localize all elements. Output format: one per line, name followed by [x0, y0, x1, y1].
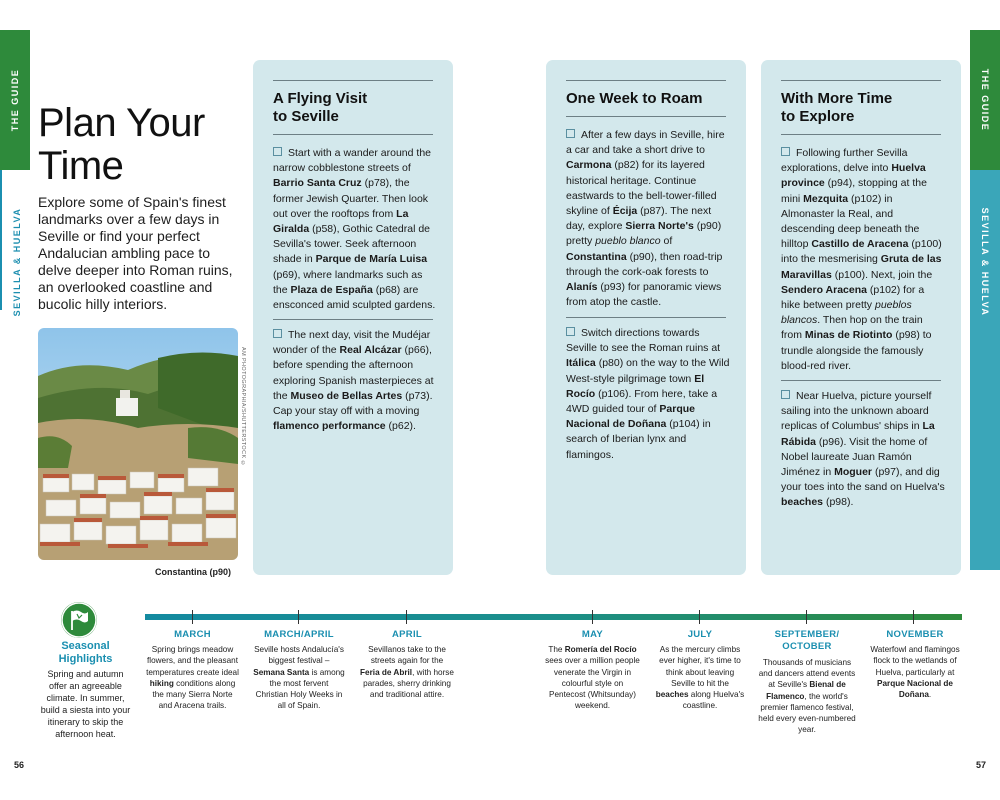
card-title: [566, 90, 726, 108]
constantina-photo: [38, 328, 238, 560]
card-rule: [273, 80, 433, 81]
card-rule: [781, 380, 941, 381]
card-title-line: A Flying Visit: [273, 90, 368, 107]
guide-tab-label: THE GUIDE: [10, 68, 20, 132]
seasonal-title-line: Highlights: [58, 653, 113, 665]
timeline-entry-march: [145, 629, 240, 711]
card-paragraph: Start with a wander around the narrow cobblestone streets of Barrio Santa Cruz (p78), the former Jewish Quarter. Then look out over the rooftops from La Giralda (p58), Gothic Catedral de Sevilla's tower. Seek afternoon shade in Parque de María Luisa (p69), where landmarks such as the Plaza de España (p68) are ensconced amid sculpted gardens.: [273, 147, 436, 312]
card-title: [781, 90, 941, 126]
timeline-entry-may: [545, 629, 640, 711]
timeline-entry-march-april: [253, 629, 345, 711]
card-rule: [566, 80, 726, 81]
timeline-tick: [699, 610, 700, 624]
card-title-line: to Seville: [273, 108, 339, 125]
card-title-line: One Week to Roam: [566, 90, 703, 107]
card-rule: [566, 116, 726, 117]
seasonal-highlights-title: [38, 640, 133, 666]
card-paragraph: Following further Sevilla explorations, delve into Huelva province (p94), stopping at the mini Mezquita (p102) in Almonaster la Real, and descending deep beneath the hilltop Castillo de Aracena (p100) into the mesmerising Gruta de las Maravillas (p100). Next, join the Sendero Aracena (p102) for a hike between pretty pueblos blancos. Then hop on the train from Minas de Riotinto (p98) to trundle alongside the famously blood-red river.: [781, 147, 942, 372]
timeline-entry-september-october: [758, 629, 856, 735]
guide-tab-left: [0, 30, 30, 170]
timeline-tick: [592, 610, 593, 624]
card-rule: [273, 319, 433, 320]
timeline-month: JULY: [687, 629, 713, 640]
seasonal-title-line: Seasonal: [61, 640, 110, 652]
card-paragraph: After a few days in Seville, hire a car and take a short drive to Carmona (p82) for its layered historical heritage. Continue eastwards to the bell-tower-filled skyline of Écija (p87). The next day, explore Sierra Norte's (p90) pretty pueblo blanco of Constantina (p90), then road-trip through the cork-oak forests to Alanís (p93) for panoramic views from atop the castle.: [566, 129, 725, 309]
page-title: [38, 102, 205, 188]
card-title: [273, 90, 433, 126]
timeline-text: Seville hosts Andalucía's biggest festival – Semana Santa is among the most fervent Christian Holy Weeks in all of Spain.: [253, 645, 345, 711]
photo-credit: AM PHOTOGRAPHIA/SHUTTERSTOCK ©: [240, 347, 246, 467]
section-label-left: SEVILLA & HUELVA: [12, 207, 22, 317]
card-rule: [566, 317, 726, 318]
timeline-month: MARCH/APRIL: [264, 629, 334, 640]
timeline-tick: [192, 610, 193, 624]
title-line: Plan Your: [38, 101, 205, 145]
timeline-tick: [406, 610, 407, 624]
timeline-text: Sevillanos take to the streets again for the Feria de Abril, with horse parades, sherry drinking and traditional attire.: [360, 645, 454, 700]
card-rule: [273, 134, 433, 135]
card-title-line: to Explore: [781, 108, 855, 125]
timeline-month: NOVEMBER: [886, 629, 944, 640]
page-number-right: 57: [975, 760, 986, 770]
village-illustration: [38, 328, 238, 560]
title-line: Time: [38, 144, 124, 188]
seasonal-highlights-text: Spring and autumn offer an agreeable climate. In summer, build a siesta into your itinerary to skip the afternoon heat.: [40, 669, 131, 739]
timeline-text: Spring brings meadow flowers, and the pleasant temperatures create ideal hiking conditions along the many Sierra Norte and Aracena trails.: [146, 645, 239, 711]
timeline-month: SEPTEMBER/ OCTOBER: [774, 629, 840, 652]
timeline-month: MAY: [581, 629, 604, 640]
timeline-tick: [913, 610, 914, 624]
card-title-line: With More Time: [781, 90, 893, 107]
timeline-entry-november: [868, 629, 962, 700]
section-label-right: SEVILLA & HUELVA: [980, 207, 990, 317]
card-rule: [781, 134, 941, 135]
timeline-entry-april: [360, 629, 454, 700]
flag-icon: [61, 602, 97, 638]
guide-tab-label: THE GUIDE: [980, 68, 990, 132]
timeline-month: APRIL: [392, 629, 422, 640]
card-paragraph: The next day, visit the Mudéjar wonder of the Real Alcázar (p66), before spending the afternoon exploring Spanish masterpieces at the Museo de Bellas Artes (p73). Cap your stay off with a moving flamenco performance (p62).: [273, 329, 434, 433]
card-paragraph: Near Huelva, picture yourself sailing into the unknown aboard replicas of Columbus' ships in La Rábida (p96). Visit the home of Nobel laureate Juan Ramón Jiménez in Moguer (p97), and dig your toes into the sand on Huelva's beaches (p98).: [781, 390, 945, 509]
card-paragraph: Switch directions towards Seville to see the Roman ruins at Itálica (p80) on the way to the Wild West-style pilgrimage town El Rocío (p106). From here, take a 4WD guided tour of Parque Nacional de Doñana (p104) in search of Iberian lynx and flamingos.: [566, 327, 730, 461]
timeline-text: The Romería del Rocío sees over a million people venerate the Virgin in colourful style on Pentecost (Whitsunday) weekend.: [545, 645, 640, 711]
section-marker-left: [0, 170, 2, 310]
intro-text: Explore some of Spain's finest landmarks over a few days in Seville or find your perfect Andalucian ambling pace to delve deeper into Roman ruins, an overlooked coastline and bucolic hilly interiors.: [38, 194, 233, 312]
itinerary-card-flying-visit: [253, 60, 453, 575]
page-number-left: 56: [14, 760, 25, 770]
itinerary-card-one-week: [546, 60, 746, 575]
photo-caption: Constantina (p90): [155, 567, 232, 577]
itinerary-card-more-time: [761, 60, 961, 575]
card-rule: [781, 80, 941, 81]
guide-tab-right: [970, 30, 1000, 170]
timeline-month: MARCH: [174, 629, 211, 640]
timeline-tick: [806, 610, 807, 624]
timeline-tick: [298, 610, 299, 624]
timeline-bar: [145, 614, 962, 620]
timeline-text: As the mercury climbs ever higher, it's time to think about leaving Seville to hit the beaches along Huelva's coastline.: [655, 645, 745, 711]
timeline-entry-july: [654, 629, 746, 711]
timeline-text: Waterfowl and flamingos flock to the wetlands of Huelva, particularly at Parque Nacional de Doñana.: [870, 645, 960, 700]
timeline-text: Thousands of musicians and dancers attend events at Seville's Bienal de Flamenco, the world's premier flamenco festival, held every even-numbered year.: [758, 658, 856, 735]
